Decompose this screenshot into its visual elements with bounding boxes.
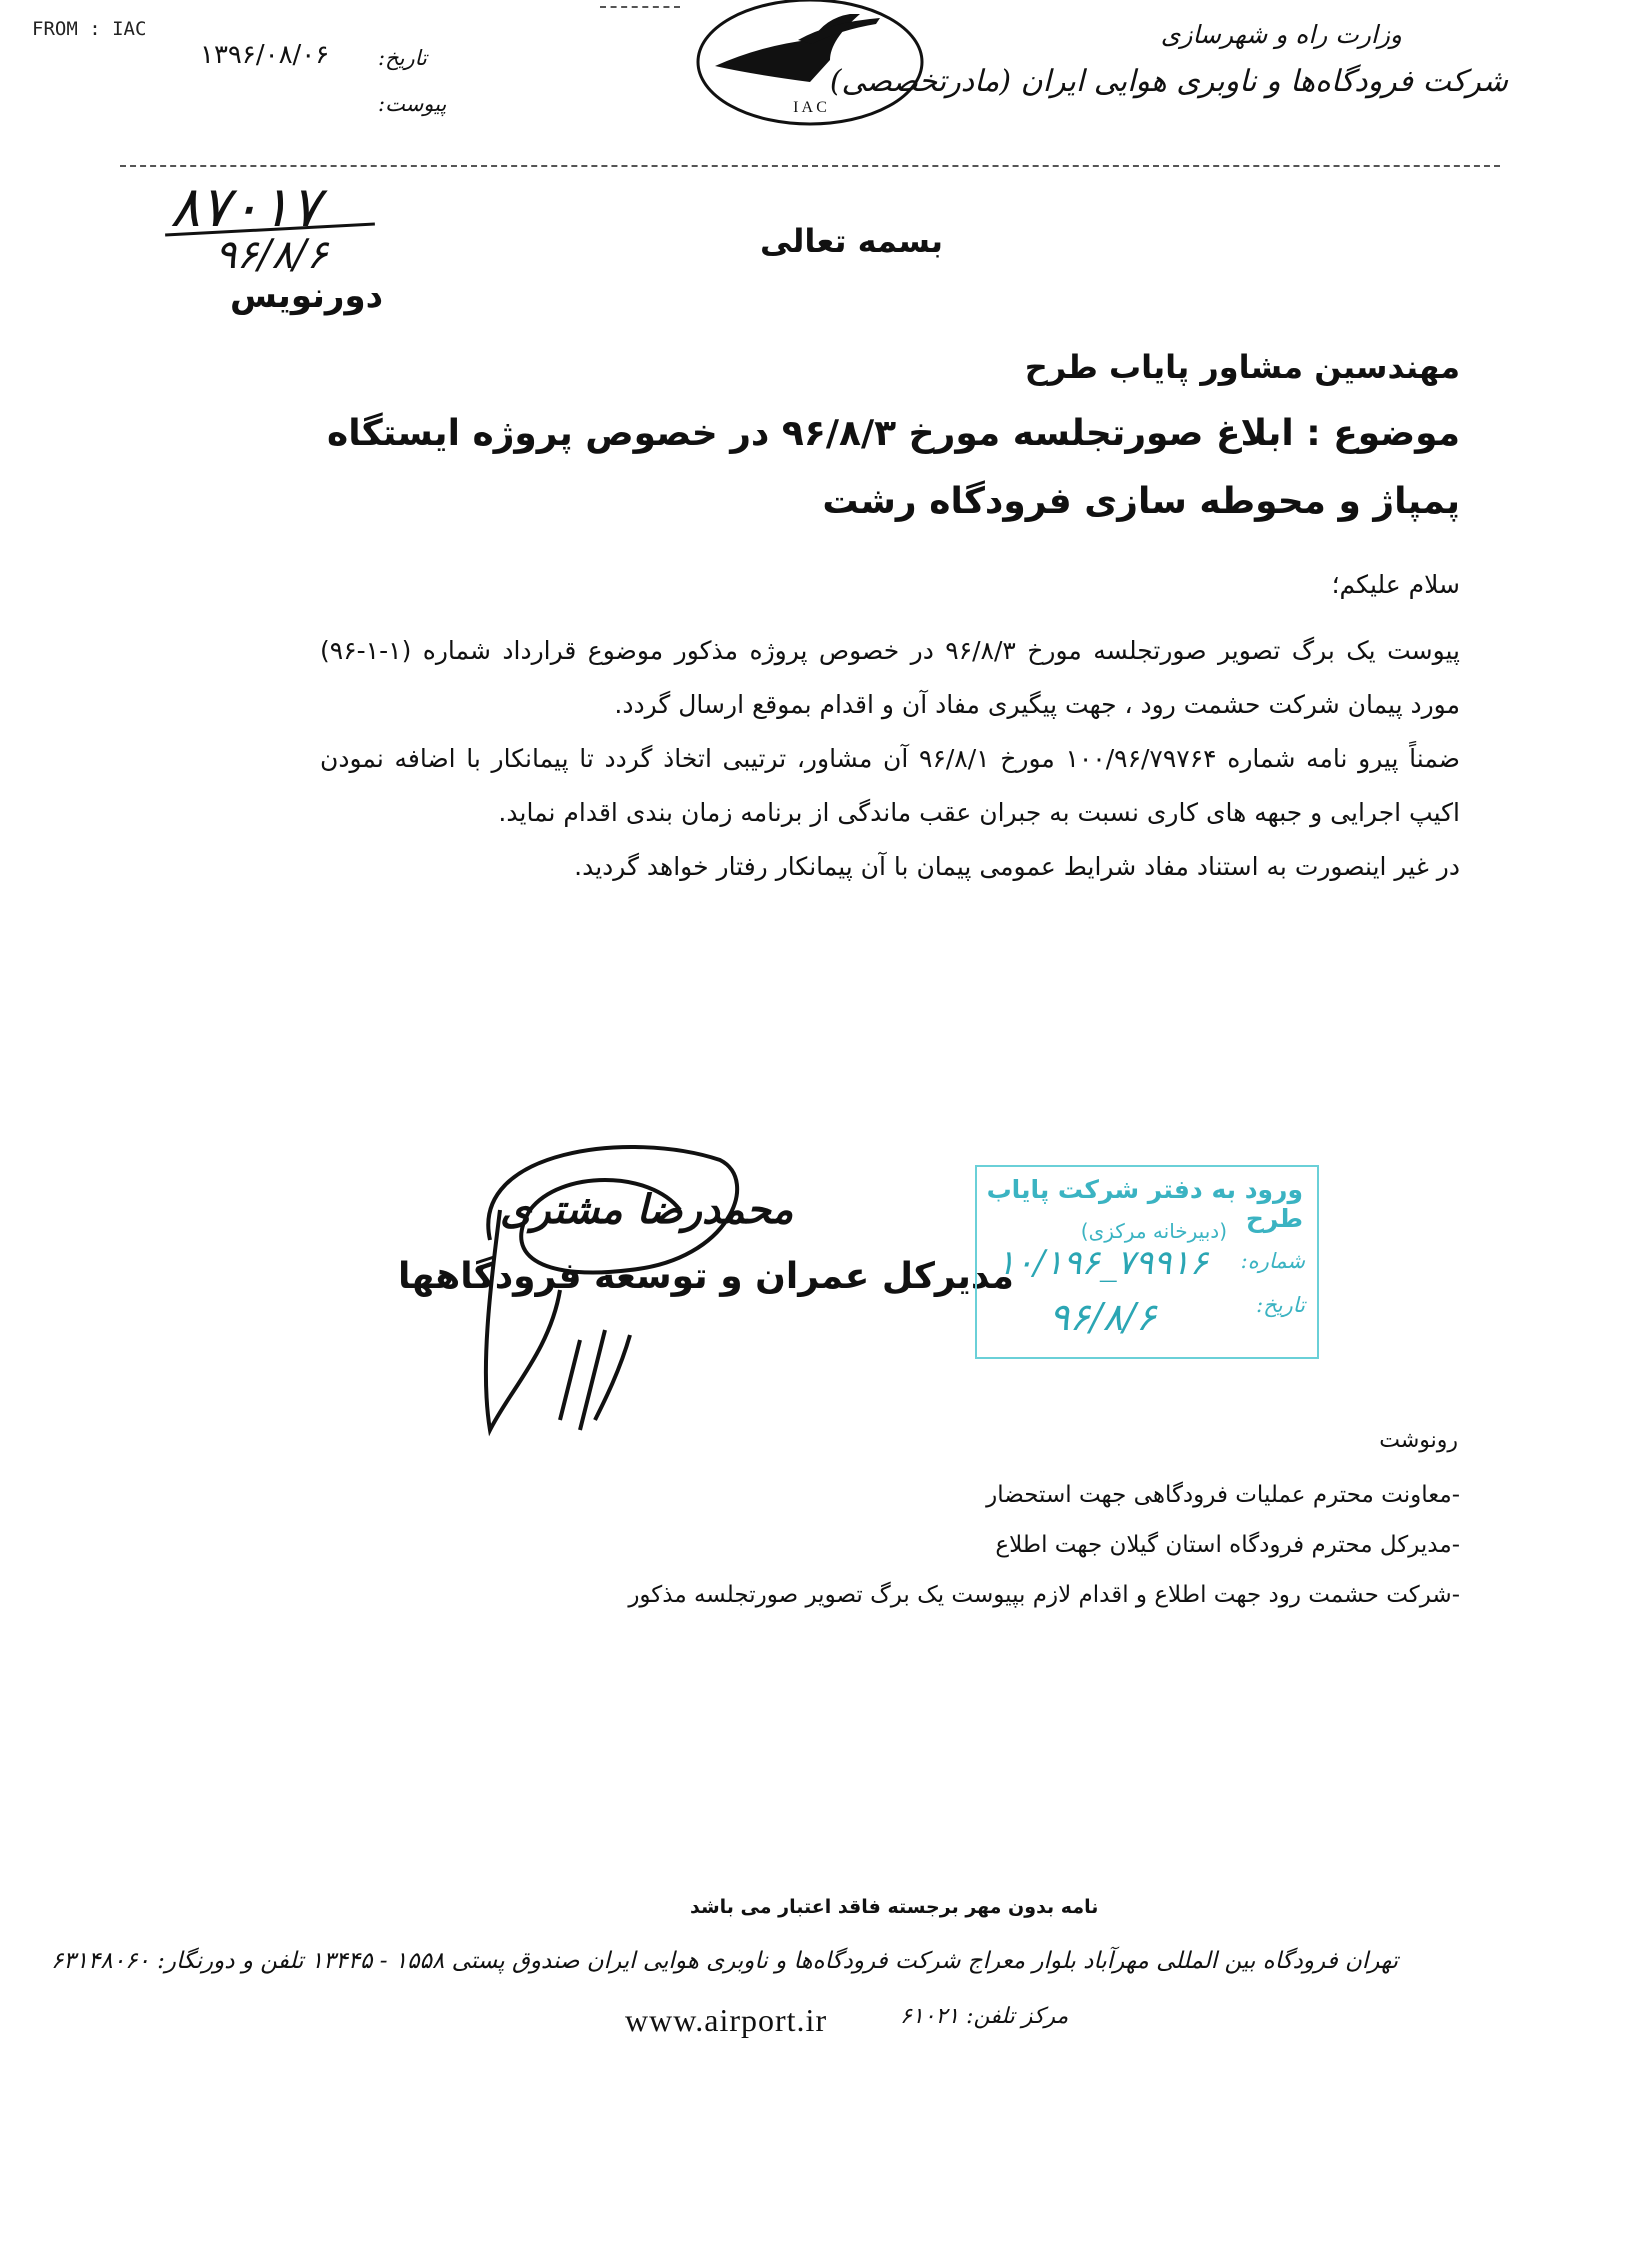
body-paragraph: ضمناً پیرو نامه شماره ۱۰۰/۹۶/۷۹۷۶۴ مورخ ۹۶/۸/۱ آن مشاور، ترتیبی اتخاذ گردد تا پیمانکار با اضافه نمودن اکیپ اجرایی و جبهه های کاری نسبت به جبران عقب ماندگی از برنامه زمان بندی اقدام نماید. (320, 744, 1460, 827)
cc-item: -معاونت محترم عملیات فرودگاهی جهت استحضار (986, 1482, 1460, 1508)
cc-title: رونوشت (1379, 1428, 1458, 1453)
fax-copy-note: دورنویس (230, 276, 384, 316)
stamp-title: ورود به دفتر شرکت پایاب طرح (986, 1175, 1303, 1233)
attachment-label: پیوست: (378, 92, 447, 116)
subject-line: موضوع : ابلاغ صورتجلسه مورخ ۹۶/۸/۳ در خصوص پروژه ایستگاه پمپاژ و محوطه سازی فرودگاه رشت (327, 413, 1460, 522)
body-paragraph: پیوست یک برگ تصویر صورتجلسه مورخ ۹۶/۸/۳ در خصوص پروژه مذکور موضوع قرارداد شماره (۱-۱-۹۶) مورد پیمان شرکت حشمت رود ، جهت پیگیری مفاد آن و اقدام بموقع ارسال گردد. (320, 636, 1460, 719)
greeting: سلام علیکم؛ (1331, 570, 1460, 599)
stamp-number-label: شماره: (1240, 1249, 1305, 1273)
top-mark (600, 6, 680, 8)
letter-date: ۱۳۹۶/۰۸/۰۶ (200, 40, 330, 70)
signatory-title: مدیرکل عمران و توسعه فرودگاهها (398, 1256, 1014, 1297)
registration-number: ۸۷۰۱۷ (170, 175, 321, 240)
footer-telephone: مرکز تلفن: ۶۱۰۲۱ (900, 2004, 1069, 2029)
cc-item: -شرکت حشمت رود جهت اطلاع و اقدام لازم بپیوست یک برگ تصویر صورتجلسه مذکور (628, 1582, 1460, 1608)
stamp-subtitle: (دبیرخانه مرکزی) (1080, 1219, 1227, 1243)
header-divider (120, 165, 1500, 167)
date-label: تاریخ: (378, 46, 427, 70)
stamp-date: ۹۶/۸/۶ (1049, 1295, 1157, 1339)
registration-date: ۹۶/۸/۶ (215, 232, 328, 278)
stamp-date-label: تاریخ: (1256, 1293, 1305, 1317)
validity-note: نامه بدون مهر برجسته فاقد اعتبار می باشد (690, 1896, 1099, 1918)
body-paragraph: در غیر اینصورت به استناد مفاد شرایط عمومی پیمان با آن پیمانکار رفتار خواهد گردید. (574, 852, 1460, 881)
letter-body (320, 624, 1460, 894)
cc-item: -مدیرکل محترم فرودگاه استان گیلان جهت اطلاع (995, 1532, 1460, 1558)
stamp-number: ۱۰/۱۹۶_۷۹۹۱۶ (997, 1243, 1209, 1283)
company-name: شرکت فرودگاه‌ها و ناوبری هوایی ایران (مادرتخصصی) (829, 64, 1508, 99)
ministry-name: وزارت راه و شهرسازی (1160, 20, 1402, 49)
bismillah: بسمه تعالی (760, 222, 944, 260)
fax-header: FROM : IAC (32, 18, 147, 40)
received-stamp (975, 1165, 1319, 1359)
footer-address: تهران فرودگاه بین المللی مهرآباد بلوار معراج شرکت فرودگاه‌ها و ناوبری هوایی ایران صندوق پستی ۱۵۵۸ - ۱۳۴۴۵ تلفن و دورنگار: ۶۳۱۴۸۰۶۰ (50, 1948, 1398, 1974)
addressee: مهندسین مشاور پایاب طرح (1024, 348, 1460, 386)
logo-text: I A C (793, 99, 827, 116)
footer-website[interactable]: www.airport.ir (625, 2002, 828, 2038)
signatory-name: محمدرضا مشتری (500, 1186, 794, 1233)
cc-list (628, 1470, 1460, 1620)
